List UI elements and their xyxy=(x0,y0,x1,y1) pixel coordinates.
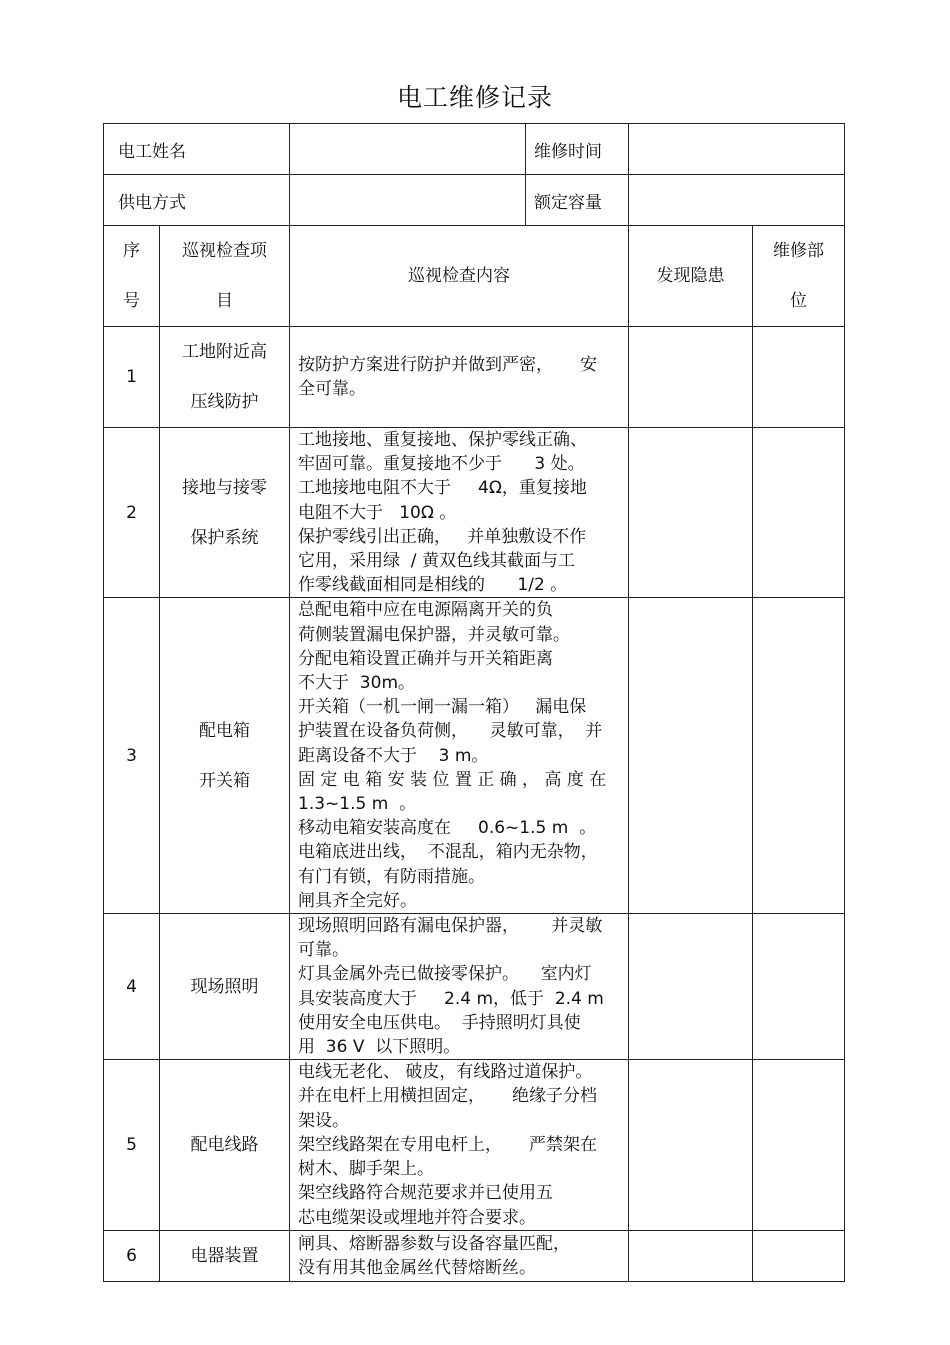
inspection-item-line: 电器装置 xyxy=(190,1245,259,1266)
inspection-content xyxy=(290,598,629,914)
row-number: 4 xyxy=(104,914,160,1060)
inspection-content-line: 工地接地电阻不大于 4Ω，重复接地 xyxy=(298,478,587,499)
row-number: 3 xyxy=(104,598,160,914)
repair-part-cell[interactable] xyxy=(753,327,845,428)
inspection-content-line: 它用，采用绿 / 黄双色线其截面与工 xyxy=(298,551,575,572)
repair-part-cell[interactable] xyxy=(753,914,845,1060)
inspection-item xyxy=(160,428,290,598)
inspection-content-line: 护装置在设备负荷侧， 灵敏可靠， 并 xyxy=(298,721,603,742)
power-supply-label: 供电方式 xyxy=(104,175,290,226)
rated-capacity-value[interactable] xyxy=(629,175,845,226)
inspection-item xyxy=(160,1230,290,1281)
header-hazard: 发现隐患 xyxy=(629,226,753,327)
info-row-supply xyxy=(104,175,845,226)
hazard-found-cell[interactable] xyxy=(629,327,753,428)
header-item xyxy=(160,226,290,327)
page-title: 电工维修记录 xyxy=(396,83,553,112)
inspection-content-line: 可靠。 xyxy=(298,940,349,961)
inspection-content-line: 保护零线引出正确， 并单独敷设不作 xyxy=(298,526,587,547)
maintenance-record-table xyxy=(103,123,845,1282)
table-body xyxy=(104,327,845,1282)
inspection-content-line: 树木、脚手架上。 xyxy=(298,1159,434,1180)
inspection-content-line: 闸具、熔断器参数与设备容量匹配， xyxy=(298,1233,570,1254)
hazard-found-cell[interactable] xyxy=(629,1060,753,1230)
inspection-content-line: 不大于 30m。 xyxy=(298,673,415,694)
inspection-content-line: 灯具金属外壳已做接零保护。 室内灯 xyxy=(298,964,592,985)
inspection-content-line: 总配电箱中应在电源隔离开关的负 xyxy=(298,600,553,621)
electrician-label: 电工姓名 xyxy=(104,124,290,175)
inspection-content-line: 固 定 电 箱 安 装 位 置 正 确 ， 高 度 在 xyxy=(298,769,607,790)
repair-part-cell[interactable] xyxy=(753,598,845,914)
inspection-content-line: 具安装高度大于 2.4 m，低于 2.4 m xyxy=(298,988,604,1009)
table-header-row xyxy=(104,226,845,327)
inspection-content xyxy=(290,1060,629,1230)
row-number: 6 xyxy=(104,1230,160,1281)
inspection-content-line: 电箱底进出线， 不混乱，箱内无杂物， xyxy=(298,842,598,863)
inspection-item-line: 保护系统 xyxy=(190,527,259,548)
header-seq-line2: 号 xyxy=(123,291,140,311)
header-item-line1: 巡视检查项 xyxy=(182,241,267,261)
inspection-item-line: 配电箱 xyxy=(199,720,250,741)
inspection-content-line: 并在电杆上用横担固定， 绝缘子分档 xyxy=(298,1086,598,1107)
inspection-content-line: 有门有锁，有防雨措施。 xyxy=(298,866,485,887)
hazard-found-cell[interactable] xyxy=(629,428,753,598)
inspection-content-line: 按防护方案进行防护并做到严密， 安 xyxy=(298,354,598,375)
table-row xyxy=(104,598,845,914)
inspection-content-line: 闸具齐全完好。 xyxy=(298,890,417,911)
inspection-item-line: 开关箱 xyxy=(199,770,250,791)
inspection-content-line: 架空线路架在专用电杆上， 严禁架在 xyxy=(298,1134,598,1155)
inspection-item-line: 现场照明 xyxy=(190,976,259,997)
rated-capacity-label: 额定容量 xyxy=(526,175,629,226)
inspection-content xyxy=(290,428,629,598)
inspection-content-line: 用 36 V 以下照明。 xyxy=(298,1037,461,1058)
inspection-item-line: 压线防护 xyxy=(190,392,259,412)
inspection-content-line: 荷侧装置漏电保护器，并灵敏可靠。 xyxy=(298,624,570,645)
header-repair-part xyxy=(753,226,845,327)
header-part-line2: 位 xyxy=(790,291,807,311)
electrician-value[interactable] xyxy=(290,124,526,175)
inspection-content-line: 没有用其他金属丝代替熔断丝。 xyxy=(298,1257,536,1278)
repair-part-cell[interactable] xyxy=(753,1060,845,1230)
inspection-content-line: 移动电箱安装高度在 0.6~1.5 m 。 xyxy=(298,818,597,839)
inspection-content-line: 使用安全电压供电。 手持照明灯具使 xyxy=(298,1012,581,1033)
inspection-content-line: 作零线截面相同是相线的 1/2 。 xyxy=(298,575,568,596)
inspection-content-line: 开关箱（一机一闸一漏一箱） 漏电保 xyxy=(298,697,587,718)
inspection-content-line: 牢固可靠。重复接地不少于 3 处。 xyxy=(298,454,585,475)
inspection-content-line: 现场照明回路有漏电保护器， 并灵敏 xyxy=(298,916,603,937)
inspection-content-line: 架空线路符合规范要求并已使用五 xyxy=(298,1183,553,1204)
repair-part-cell[interactable] xyxy=(753,428,845,598)
inspection-content-line: 工地接地、重复接地、保护零线正确、 xyxy=(298,430,587,450)
inspection-item xyxy=(160,914,290,1060)
inspection-item-line: 接地与接零 xyxy=(182,477,267,498)
table-row xyxy=(104,1060,845,1230)
table-row xyxy=(104,914,845,1060)
inspection-content-line: 电线无老化、 破皮，有线路过道保护。 xyxy=(298,1062,593,1083)
row-number: 5 xyxy=(104,1060,160,1230)
inspection-content-line: 芯电缆架设或埋地并符合要求。 xyxy=(298,1207,536,1228)
repair-part-cell[interactable] xyxy=(753,1230,845,1281)
inspection-content-line: 全可靠。 xyxy=(298,379,366,399)
power-supply-value[interactable] xyxy=(290,175,526,226)
inspection-item xyxy=(160,1060,290,1230)
inspection-content-line: 1.3~1.5 m 。 xyxy=(298,794,417,815)
hazard-found-cell[interactable] xyxy=(629,598,753,914)
inspection-item xyxy=(160,598,290,914)
inspection-item-line: 配电线路 xyxy=(190,1134,259,1155)
header-content: 巡视检查内容 xyxy=(290,226,629,327)
hazard-found-cell[interactable] xyxy=(629,914,753,1060)
table-row xyxy=(104,428,845,598)
inspection-content xyxy=(290,914,629,1060)
row-number: 2 xyxy=(104,428,160,598)
repair-time-value[interactable] xyxy=(629,124,845,175)
info-row-electrician xyxy=(104,124,845,175)
hazard-found-cell[interactable] xyxy=(629,1230,753,1281)
header-part-line1: 维修部 xyxy=(773,241,824,261)
row-number: 1 xyxy=(104,327,160,428)
inspection-content-line: 电阻不大于 10Ω 。 xyxy=(298,502,457,523)
inspection-item xyxy=(160,327,290,428)
inspection-content xyxy=(290,1230,629,1281)
repair-time-label: 维修时间 xyxy=(526,124,629,175)
header-seq-line1: 序 xyxy=(123,241,140,261)
inspection-content-line: 距离设备不大于 3 m。 xyxy=(298,745,489,766)
inspection-item-line: 工地附近高 xyxy=(182,342,267,362)
table-row xyxy=(104,327,845,428)
header-seq xyxy=(104,226,160,327)
table-row xyxy=(104,1230,845,1281)
header-item-line2: 目 xyxy=(216,291,233,311)
inspection-content xyxy=(290,327,629,428)
inspection-content-line: 分配电箱设置正确并与开关箱距离 xyxy=(298,648,553,669)
inspection-content-line: 架设。 xyxy=(298,1110,349,1131)
